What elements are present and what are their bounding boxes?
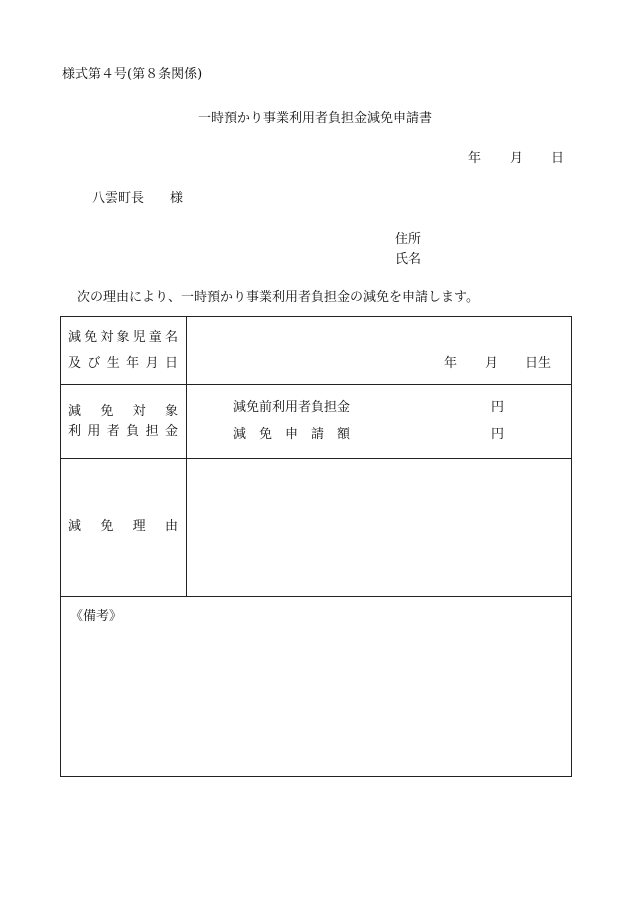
child-name-label: 減 免 対 象 児 童 名 xyxy=(68,330,178,345)
applicant-name-label: 氏名 xyxy=(395,252,422,267)
birth-year-label: 年 xyxy=(444,356,458,371)
row-divider-3 xyxy=(61,596,571,597)
row-divider-1 xyxy=(61,384,571,385)
application-form-table xyxy=(60,316,572,777)
birth-month-label: 月 xyxy=(485,356,499,371)
addressee-honorific: 様 xyxy=(170,191,184,206)
row-divider-2 xyxy=(61,458,571,459)
birth-day-label: 日生 xyxy=(525,356,552,371)
birthdate-label: 及 び 生 年 月 日 xyxy=(68,356,178,371)
date-year-label: 年 xyxy=(468,151,482,166)
label-column-divider xyxy=(186,317,187,596)
fee-before-reduction-label: 減免前利用者負担金 xyxy=(233,400,351,415)
fee-label-line2: 利 用 者 負 担 金 xyxy=(68,424,178,439)
document-title: 一時預かり事業利用者負担金減免申請書 xyxy=(197,111,432,126)
remarks-label: 《備考》 xyxy=(70,609,123,624)
reduction-request-amount-label: 減 免 申 請 額 xyxy=(233,427,350,442)
fee-label-line1: 減 免 対 象 xyxy=(68,404,178,419)
fee-before-yen-label: 円 xyxy=(491,400,505,415)
request-amount-yen-label: 円 xyxy=(491,427,505,442)
intro-statement: 次の理由により、一時預かり事業利用者負担金の減免を申請します。 xyxy=(77,290,479,305)
date-month-label: 月 xyxy=(510,151,524,166)
applicant-address-label: 住所 xyxy=(395,232,422,247)
date-day-label: 日 xyxy=(551,151,565,166)
reduction-reason-label: 減 免 理 由 xyxy=(68,519,178,534)
form-number: 様式第４号(第８条関係) xyxy=(62,67,203,82)
addressee-name: 八雲町長 xyxy=(92,191,145,206)
